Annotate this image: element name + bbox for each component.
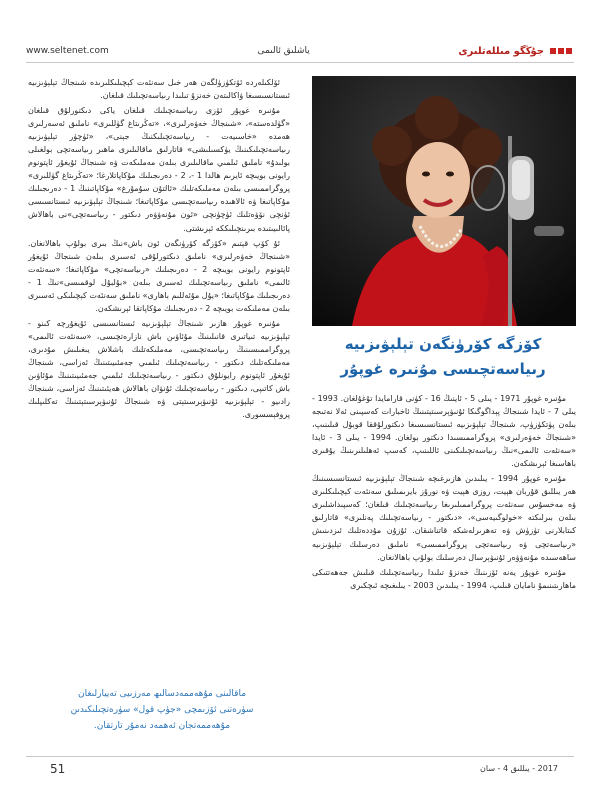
right-paragraph: مۇنىرە غوپۇر يەنە ئۆزىنىڭ خەنزۇ تىلىدا رىياسەتچىلىك قىلىش جەھەتتىكى ماھارىتىنىمۇ نامايان قىلىپ، 1994 - يىلىدىن 2003 - يىلىغىچە ئىچكىرى xyxy=(312,567,576,590)
subsection-label: ياشلىق ئالىمى xyxy=(257,46,310,56)
right-paragraph: مۇنىرە غوپۇر 1994 - يىلىدىن ھازىرغىچە شىنجاڭ تېلېۋىزىيە ئىستانسىسىنىڭ ھەر يىللىق قۇربان ھېيت، روزى ھېيت ۋە نورۇز بايرىمىلىق سەنئەت كېچىلىكلىرى ۋە مەخسۇس سەنئەت پروگراممىلىرىغا رىياسەتچىلىك قىلغان؛ كەسپىداشلىرى بىلەن بىرلىكتە «خولوگىيەسى»، «دىكتور - رىياسەتچىلىك پەنلىرى» قاتارلىق كىتابلارنى تۈزۈش ۋە تەھرىرلەشكە قاتناشقان. ئۇزۇن مۇددەتلىك ئىزدىنىش «رىياسەتچى ۋە رىياسەتچى پروگراممىسى» ناملىق دەرسلىك تېلېۋىزىيە ساھەسىدە مۇنەۋۋەر ئۇنىۋېرسال دەرسلىك بولۇپ باھالانغان. xyxy=(312,474,576,562)
right-paragraph: مۇنىرە غوپۇر 1971 - يىلى 5 - ئاينىڭ 16 - كۈنى قارامايدا تۇغۇلغان. 1993 - يىلى 7 - ئايدا شىنجاڭ پېداگوگىكا ئۇنىۋېرسىتېتىنىڭ ئاخبارات كەسپىنى ئەلا نەتىجە بىلەن پۈتكۈزۈپ، شىنجاڭ تېلېۋىزىيە ئىستانسىسىغا دىكتورلۇققا قوبۇل قىلىنىپ، «شىنجاڭ خەۋەرلىرى» پروگراممىسىدا دىكتور بولغان. 1994 - يىلى 3 - ئايدا «سەنئەت ئالىمى»نىڭ رىياسەتچىلىكىنى ئاللىنىپ، كەسپ ئەھلىلىرىنىڭ يۇقىرى باھاسىغا ئېرىشكەن. xyxy=(312,394,576,469)
author-credit xyxy=(40,686,284,738)
singer-portrait-photo xyxy=(312,76,576,326)
left-column xyxy=(28,76,291,420)
page-number: 51 xyxy=(50,762,66,776)
issue-label: 2017 - يىللىق 4 - سان xyxy=(480,764,558,773)
title-line-1: كۆزگە كۆرۈنگەن تېلېۋىزىيە xyxy=(344,335,542,353)
left-paragraph: ئۆلكىلەردە ئۆتكۈزۈلگەن ھەر خىل سەنئەت كېچىلىكلىرىدە شىنجاڭ تېلېۋىزىيە ئىستانسىسىغا ۋاكالىتەن خەنزۇ تىلىدا رىياسەتچىلىك قىلغان. xyxy=(28,78,290,101)
title-line-2: رىياسەتچىسى مۇنىرە غوپۇر xyxy=(340,360,546,378)
section-header xyxy=(458,46,574,57)
left-paragraph: ئۇ كۆپ قېتىم «كۆزگە كۆرۈنگەن ئون باش»نىڭ بىرى بولۇپ باھالانغان. «شىنجاڭ خەۋەرلىرى» ناملىق دىكتورلۇقى ئەسىرى بىلەن شىنجاڭ ئۇيغۇر ئاپتونوم رايونى بويىچە 2 - دەرىجىلىك «رىياسەتچى» مۇكاپاتىغا؛ «سەنئەت ئالىمى» ناملىق رىياسەتچىلىك ئەسىرى بىلەن «بۇلبۇل لوقمىسى»نىڭ 1 - دەرىجىلىك مۇكاپاتىغا؛ «يۇل مۇئەللىم باھارى» ناملىق سەنئەت كېچىلىكى ئەسىرى بىلەن مەملىكەت بويىچە 2 - دەرىجىلىك مۇكاپاتقا ئېرىشكەن. xyxy=(28,238,291,313)
credit-line-2: سۈرەتنى ئۆزىمچى «جۈپ قول» سۈرەتچىلىكىدىن xyxy=(70,705,254,715)
credit-line-1: ماقالىنى مۇھەممەدسالىھ مەرزىيى تەييارلىغان xyxy=(77,689,247,699)
website-url: www.seltenet.com xyxy=(26,46,109,56)
left-paragraph: مۇنىرە غوپۇر ئۆزى رىياسەتچىلىك قىلغان ياكى دىكتورلۇق قىلغان «گۈلدەستە»، «شىنجاڭ خەۋەرلىرى»، «تەڭرىتاغ گۈللىرى» ناملىق ئەسەرلىرى ھەمدە «خاسىيەت - رىياسەتچىلىكنىڭ جېنى»، «ئۈچۈر تېلېۋىزىيە رىياسەتچىلىكىنىڭ يۈكسىلىشى» قاتارلىق ماقالىلىرى ماھىر رىياسەتچى بولغىلى بولىدۇ» ناملىق ئىلمىي ماقالىلىرى بىلەن مەملىكەت ۋە شىنجاڭ ئۇيغۇر ئاپتونوم رايونى بويىچە ئايرىم ھالدا 1 -، 2 - دەرىجىلىك مۇكاپاتلارغا؛ «تەڭرىتاغ گۈللىرى» پروگراممىسى بىلەن مەملىكەتلىك «ئالتۇن سۇمۇرغ» مۇكاپاتىنىڭ 1 - دەرىجىلىك مۇكاپاتىغا ۋە ئالاھىدە رىياسەتچىسى مۇكاپاتىغا؛ شىنجاڭ تېلېۋىزىيە ئىستانسىسى ئۈنچى نۆۋەتلىك ئۈچۈنچى «ئون مۇنەۋۋەر دىكتور - رىياسەتچى»نى باھالاش پائالىيىتىدە بىرىنچىلىككە ئېرىشتى. xyxy=(28,106,290,233)
footer-divider xyxy=(26,756,574,757)
right-column xyxy=(312,392,576,750)
article-title xyxy=(312,332,574,384)
credit-line-3: مۇھەممەتجان ئەھمەد نەمۇر تارتقان. xyxy=(93,721,231,731)
section-title: جۇڭگو مىللەتلىرى xyxy=(458,45,544,57)
singer-portrait-icon xyxy=(312,76,576,326)
left-paragraph: مۇنىرە غوپۇر ھازىر شىنجاڭ تېلېۋىزىيە ئىستانسىسى ئۇيغۇرچە كىنو - تېلېۋىزىيە تىياتىرى قانىلىنىڭ مۇئاۋىن باش نازارەتچىسى، «سەنئەت ئالىمى» پروگراممىسىنىڭ رىياسەتچىسى، مەملىكەتلىك باشلاش يىغىلىش مۇدىرى، مەملىكەتلىك دىكتور - رىياسەتچىلىك ئىلمىي جەمئىيىتىنىڭ ئەزاسى، شىنجاڭ ئۇيغۇر ئاپتونوم رايونلۇق دىكتور - رىياسەتچىلىك ئىلمىي جەمئىيىتىنىڭ مۇئاۋىن باش كاتىپى، دىكتور - رىياسەتچىلىك ئۇنۋان باھالاش ھەيئىتىنىڭ ئەزاسى، شىنجاڭ رادىيو - تېلېۋىزىيە ئۇنىۋېرسىتېتى ۋە شىنجاڭ ئۇنىۋېرسىتېتىنىڭ تەكلىپلىك پروفېسسورى. xyxy=(28,318,290,420)
section-markers xyxy=(550,46,574,57)
page-header xyxy=(26,40,574,63)
